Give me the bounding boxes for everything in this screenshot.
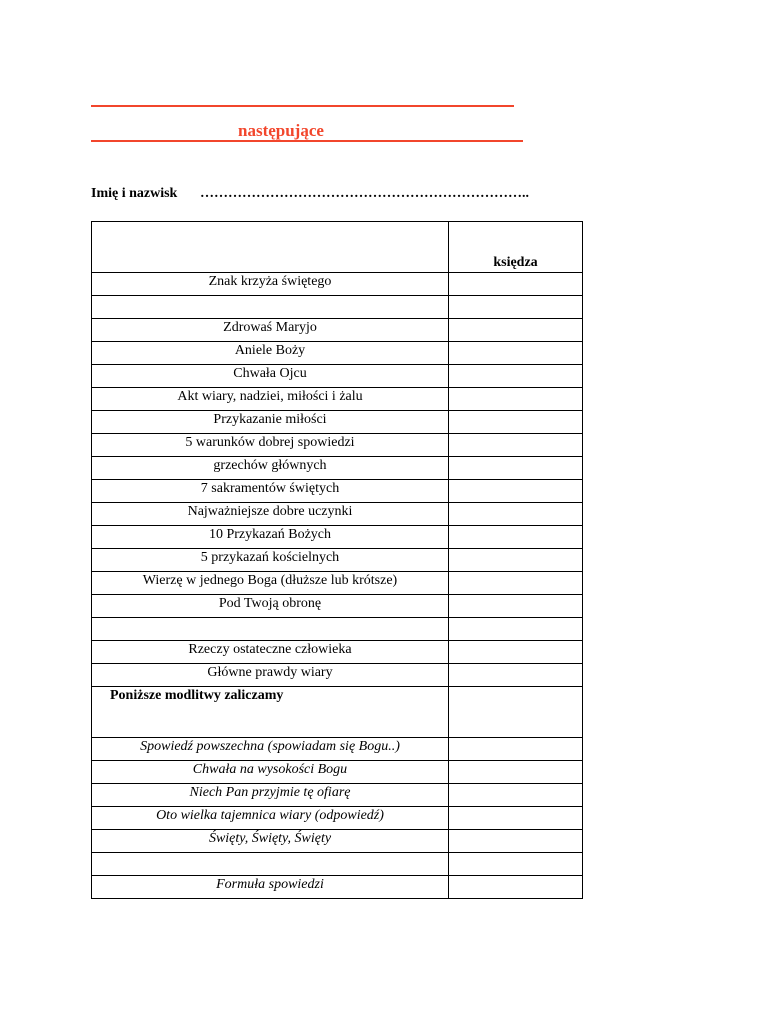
prayer-name-cell: Wierzę w jednego Boga (dłuższe lub krótsze) bbox=[92, 572, 449, 595]
table-row bbox=[92, 738, 583, 761]
table-row bbox=[92, 434, 583, 457]
section-row bbox=[92, 687, 583, 738]
priest-signature-cell[interactable] bbox=[449, 807, 583, 830]
prayer-name-cell: Chwała Ojcu bbox=[92, 365, 449, 388]
priest-signature-cell[interactable] bbox=[449, 319, 583, 342]
priest-signature-cell[interactable] bbox=[449, 296, 583, 319]
prayer-name-cell bbox=[92, 853, 449, 876]
table-row bbox=[92, 411, 583, 434]
priest-signature-cell[interactable] bbox=[449, 503, 583, 526]
priest-signature-cell[interactable] bbox=[449, 830, 583, 853]
prayer-name-cell: Najważniejsze dobre uczynki bbox=[92, 503, 449, 526]
table-row bbox=[92, 830, 583, 853]
table-row bbox=[92, 296, 583, 319]
prayer-name-cell: grzechów głównych bbox=[92, 457, 449, 480]
table-row bbox=[92, 618, 583, 641]
table-row bbox=[92, 595, 583, 618]
table-row bbox=[92, 876, 583, 899]
table-row bbox=[92, 480, 583, 503]
table-row bbox=[92, 388, 583, 411]
table-row bbox=[92, 273, 583, 296]
prayer-name-cell bbox=[92, 618, 449, 641]
prayer-name-cell: Niech Pan przyjmie tę ofiarę bbox=[92, 784, 449, 807]
table-row bbox=[92, 457, 583, 480]
priest-signature-cell[interactable] bbox=[449, 761, 583, 784]
name-label: Imię i nazwisk bbox=[91, 186, 178, 201]
prayer-name-cell: Aniele Boży bbox=[92, 342, 449, 365]
header-priest-cell: księdza bbox=[449, 222, 583, 273]
priest-signature-cell[interactable] bbox=[449, 687, 583, 738]
name-field-dots[interactable]: …………………………………………………………….. bbox=[200, 186, 529, 201]
table-row bbox=[92, 784, 583, 807]
prayer-name-cell: Oto wielka tajemnica wiary (odpowiedź) bbox=[92, 807, 449, 830]
priest-signature-cell[interactable] bbox=[449, 273, 583, 296]
priest-signature-cell[interactable] bbox=[449, 618, 583, 641]
table-row bbox=[92, 853, 583, 876]
priest-signature-cell[interactable] bbox=[449, 388, 583, 411]
table-row bbox=[92, 342, 583, 365]
table-header-row bbox=[92, 222, 583, 273]
prayer-name-cell: 7 sakramentów świętych bbox=[92, 480, 449, 503]
priest-signature-cell[interactable] bbox=[449, 572, 583, 595]
prayer-name-cell: Znak krzyża świętego bbox=[92, 273, 449, 296]
priest-signature-cell[interactable] bbox=[449, 342, 583, 365]
table-row bbox=[92, 572, 583, 595]
prayer-name-cell: Przykazanie miłości bbox=[92, 411, 449, 434]
priest-signature-cell[interactable] bbox=[449, 784, 583, 807]
header-left-cell bbox=[92, 222, 449, 273]
priest-signature-cell[interactable] bbox=[449, 526, 583, 549]
table-row bbox=[92, 807, 583, 830]
top-red-rule bbox=[91, 105, 514, 107]
priest-signature-cell[interactable] bbox=[449, 365, 583, 388]
priest-signature-cell[interactable] bbox=[449, 853, 583, 876]
table-row bbox=[92, 526, 583, 549]
table-row bbox=[92, 641, 583, 664]
page-title: następujące bbox=[238, 121, 324, 140]
prayer-name-cell: Główne prawdy wiary bbox=[92, 664, 449, 687]
priest-signature-cell[interactable] bbox=[449, 641, 583, 664]
priest-signature-cell[interactable] bbox=[449, 434, 583, 457]
prayer-name-cell: Pod Twoją obronę bbox=[92, 595, 449, 618]
table-row bbox=[92, 549, 583, 572]
prayer-name-cell: 5 warunków dobrej spowiedzi bbox=[92, 434, 449, 457]
priest-signature-cell[interactable] bbox=[449, 595, 583, 618]
table-row bbox=[92, 503, 583, 526]
priest-signature-cell[interactable] bbox=[449, 738, 583, 761]
priest-signature-cell[interactable] bbox=[449, 457, 583, 480]
prayer-name-cell: Spowiedź powszechna (spowiadam się Bogu..) bbox=[92, 738, 449, 761]
priest-signature-cell[interactable] bbox=[449, 664, 583, 687]
prayer-name-cell: 10 Przykazań Bożych bbox=[92, 526, 449, 549]
prayer-name-cell: Zdrowaś Maryjo bbox=[92, 319, 449, 342]
section-label: Poniższe modlitwy zaliczamy bbox=[92, 687, 449, 738]
priest-signature-cell[interactable] bbox=[449, 411, 583, 434]
prayers-table bbox=[91, 221, 583, 899]
title-red-rule bbox=[91, 140, 523, 142]
prayer-name-cell: Akt wiary, nadziei, miłości i żalu bbox=[92, 388, 449, 411]
priest-signature-cell[interactable] bbox=[449, 876, 583, 899]
table-row bbox=[92, 761, 583, 784]
prayer-name-cell: Rzeczy ostateczne człowieka bbox=[92, 641, 449, 664]
priest-signature-cell[interactable] bbox=[449, 549, 583, 572]
prayer-name-cell: Chwała na wysokości Bogu bbox=[92, 761, 449, 784]
table-row bbox=[92, 664, 583, 687]
prayer-name-cell: Święty, Święty, Święty bbox=[92, 830, 449, 853]
prayer-name-cell: Formuła spowiedzi bbox=[92, 876, 449, 899]
prayer-name-cell bbox=[92, 296, 449, 319]
priest-signature-cell[interactable] bbox=[449, 480, 583, 503]
table-row bbox=[92, 319, 583, 342]
table-row bbox=[92, 365, 583, 388]
prayer-name-cell: 5 przykazań kościelnych bbox=[92, 549, 449, 572]
